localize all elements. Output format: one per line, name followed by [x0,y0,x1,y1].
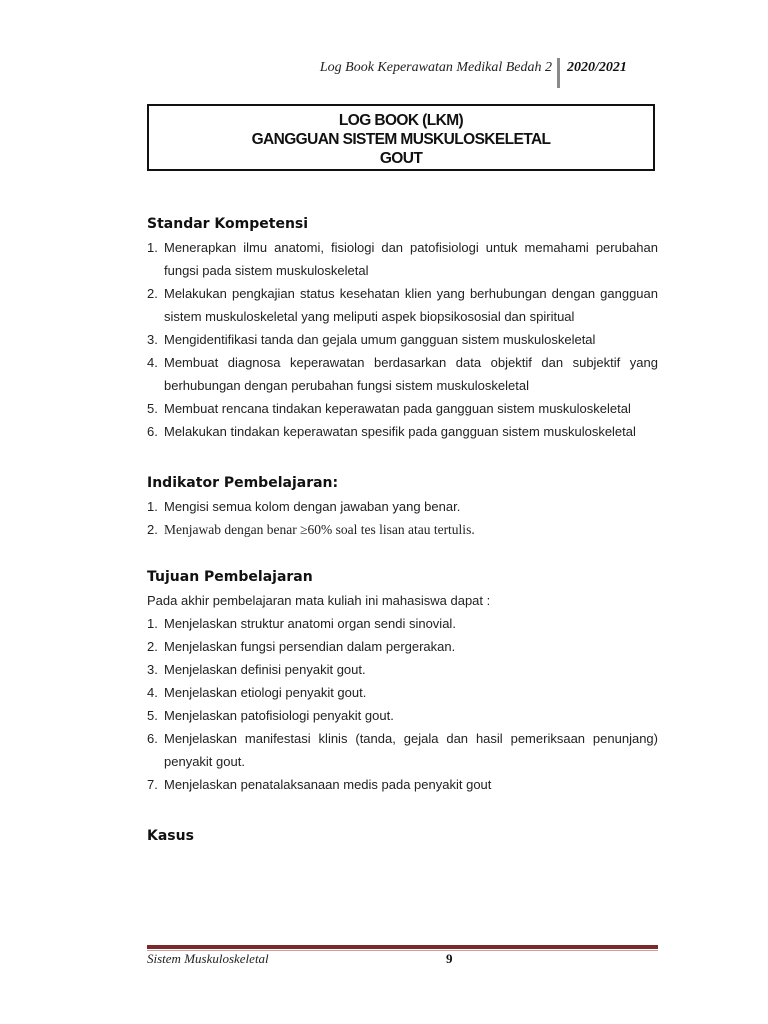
item-text: Menjelaskan fungsi persendian dalam pergerakan. [164,639,456,654]
list-item [147,236,658,282]
item-text: Menjelaskan penatalaksanaan medis pada penyakit gout [164,777,492,792]
item-text: Menjelaskan definisi penyakit gout. [164,662,366,677]
item-text: Menjawab dengan benar ≥60% soal tes lisan atau tertulis. [164,522,475,537]
header-divider [557,58,560,88]
spacer [147,443,658,471]
page-content [147,212,658,848]
item-number: 1. [147,616,158,631]
list-item [147,727,658,773]
list-item [147,495,658,518]
item-text: Menerapkan ilmu anatomi, fisiologi dan patofisiologi untuk memahami perubahan fungsi pada sistem muskuloskeletal [164,240,658,278]
item-text: Mengisi semua kolom dengan jawaban yang benar. [164,499,461,514]
item-number: 3. [147,332,158,347]
title-box [147,104,655,171]
footer-rule [147,945,658,949]
tujuan-intro: Pada akhir pembelajaran mata kuliah ini mahasiswa dapat : [147,593,491,608]
item-number: 5. [147,401,158,416]
list-item [147,351,658,397]
item-text: Menjelaskan manifestasi klinis (tanda, gejala dan hasil pemeriksaan penunjang) penyakit gout. [164,731,658,769]
title-line-1: LOG BOOK (LKM) [338,112,464,129]
item-number: 4. [147,355,158,370]
tujuan-list [147,612,658,796]
list-item [147,635,658,658]
item-text: Membuat rencana tindakan keperawatan pada gangguan sistem muskuloskeletal [164,401,631,416]
page-number: 9 [446,951,453,966]
item-number: 5. [147,708,158,723]
item-text: Menjelaskan etiologi penyakit gout. [164,685,367,700]
item-number: 1. [147,240,158,255]
title-line-3: GOUT [379,150,423,167]
tujuan-heading: Tujuan Pembelajaran [147,569,313,585]
list-item [147,612,658,635]
running-title: Log Book Keperawatan Medikal Bedah 2 [319,60,552,75]
item-text: Menjelaskan struktur anatomi organ sendi sinovial. [164,616,456,631]
item-number: 2. [147,639,158,654]
list-item [147,704,658,727]
list-item [147,328,658,351]
indikator-list [147,495,658,541]
item-text: Melakukan pengkajian status kesehatan klien yang berhubungan dengan gangguan sistem muskuloskeletal yang meliputi aspek biopsikososial dan spiritual [164,286,658,324]
list-item [147,420,658,443]
list-item [147,658,658,681]
standar-list [147,236,658,443]
title-line-2: GANGGUAN SISTEM MUSKULOSKELETAL [251,131,551,148]
list-item [147,282,658,328]
running-header [0,58,768,88]
item-text: Melakukan tindakan keperawatan spesifik pada gangguan sistem muskuloskeletal [164,424,636,439]
spacer [147,796,658,824]
list-item [147,397,658,420]
kasus-heading: Kasus [147,828,194,844]
footer-section-name: Sistem Muskuloskeletal [147,951,269,966]
item-number: 1. [147,499,158,514]
item-text: Membuat diagnosa keperawatan berdasarkan data objektif dan subjektif yang berhubungan dengan perubahan fungsi sistem muskuloskeletal [164,355,658,393]
header-year: 2020/2021 [567,60,627,75]
item-number: 6. [147,731,158,746]
list-item [147,773,658,796]
list-item [147,518,658,541]
standar-heading: Standar Kompetensi [147,216,309,232]
item-number: 4. [147,685,158,700]
item-number: 7. [147,777,158,792]
item-text: Mengidentifikasi tanda dan gejala umum gangguan sistem muskuloskeletal [164,332,596,347]
item-number: 3. [147,662,158,677]
item-number: 6. [147,424,158,439]
item-number: 2. [147,522,158,537]
item-number: 2. [147,286,158,301]
spacer [147,541,658,565]
item-text: Menjelaskan patofisiologi penyakit gout. [164,708,394,723]
indikator-heading: Indikator Pembelajaran: [147,475,339,491]
list-item [147,681,658,704]
